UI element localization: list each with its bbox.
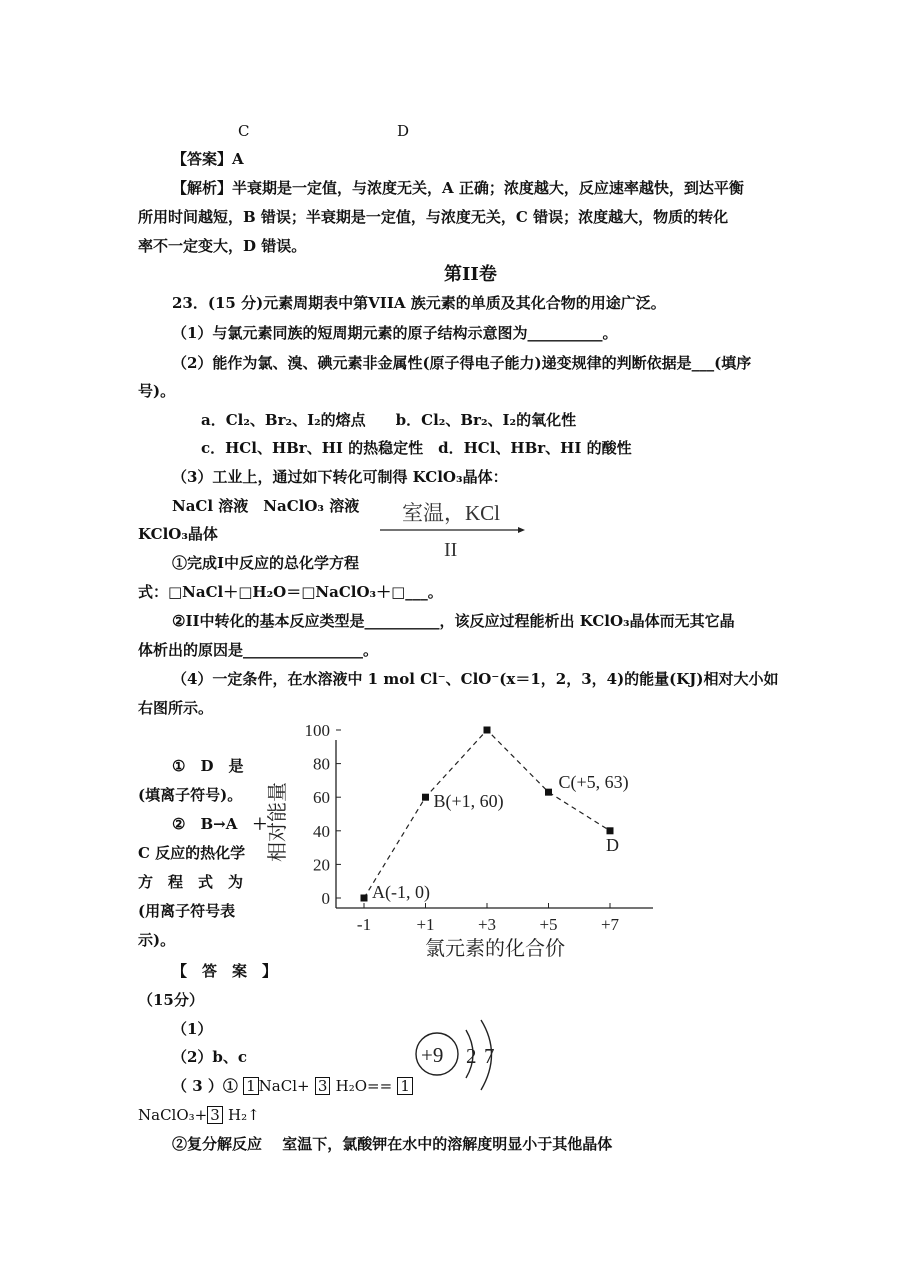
question-3-sub-1-line-2: 式：□NaCl＋□H₂O＝□NaClO₃＋□___。 — [138, 583, 443, 601]
y-tick-label: 80 — [313, 754, 330, 774]
energy-chart — [258, 722, 658, 962]
coefficient-box-1: 1 — [243, 1077, 259, 1095]
series-line — [364, 730, 610, 898]
question-4-sub-2-line-3: 方 程 式 为 — [138, 873, 244, 891]
question-3-sub-2-line-1: ②II中转化的基本反应类型是__________，该反应过程能析出 KClO₃晶体而无其它晶 — [172, 612, 735, 630]
answer-header: 【 答 案 】 — [172, 962, 278, 980]
conversion-arrow — [378, 494, 528, 564]
question-4-sub-2-line-5: 示)。 — [138, 931, 176, 949]
answer-3-line-1 — [172, 1076, 413, 1096]
y-tick-label: 100 — [304, 722, 330, 740]
answer-3-sub-2: ②复分解反应 室温下，氯酸钾在水中的溶解度明显小于其他晶体 — [172, 1135, 613, 1153]
answer-prev: 【答案】A — [172, 150, 244, 168]
answer-3-nacl: NaCl+ — [258, 1077, 310, 1095]
question-2-line-2: 号)。 — [138, 382, 176, 400]
question-4-line-1: （4）一定条件，在水溶液中 1 mol Cl⁻、ClO⁻(x＝1，2，3，4)的能量(KJ)相对大小如 — [172, 670, 779, 688]
question-3-sub-2-line-2: 体析出的原因是________________。 — [138, 641, 379, 659]
question-2-option-cd: c．HCl、HBr、HI 的热稳定性 d．HCl、HBr、HI 的酸性 — [201, 439, 632, 457]
x-tick-label: +1 — [416, 915, 435, 934]
y-tick-label: 40 — [313, 821, 330, 841]
question-3: （3）工业上，通过如下转化可制得 KClO₃晶体： — [172, 468, 508, 486]
y-tick-label: 60 — [313, 788, 330, 808]
answer-3-h2o: H₂O== — [335, 1077, 393, 1095]
arrow-bottom-label: II — [444, 539, 458, 561]
answer-3-h2: H₂↑ — [228, 1106, 260, 1124]
analysis-line-2: 所用时间越短，B 错误；半衰期是一定值，与浓度无关，C 错误；浓度越大，物质的转化 — [138, 208, 729, 226]
coefficient-box-2: 3 — [315, 1077, 331, 1095]
x-tick-label: +5 — [539, 915, 558, 934]
question-4-line-2: 右图所示。 — [138, 699, 214, 717]
section-title: 第II卷 — [444, 264, 497, 285]
data-point — [545, 789, 552, 796]
x-tick-label: -1 — [356, 915, 372, 934]
answer-1: （1） — [172, 1020, 213, 1038]
x-tick-label: +3 — [477, 915, 497, 934]
coefficient-box-4: 3 — [207, 1106, 223, 1124]
x-tick-label: +7 — [600, 915, 620, 934]
nucleus-charge: +9 — [421, 1043, 444, 1067]
question-3-sub-1-line-1: ①完成I中反应的总化学方程 — [172, 554, 360, 572]
data-point — [361, 895, 368, 902]
question-1: （1）与氯元素同族的短周期元素的原子结构示意图为__________。 — [172, 324, 618, 342]
point-label: C(+5, 63) — [558, 772, 629, 793]
y-tick-label: 20 — [313, 855, 330, 875]
y-tick-label: 0 — [321, 889, 330, 908]
shell-2-electrons: 7 — [484, 1044, 495, 1068]
answer-3-prefix: （ 3 ）① — [172, 1077, 238, 1095]
option-c-label: C — [238, 122, 250, 140]
data-point — [607, 827, 614, 834]
question-3-flow-line-1: NaCl 溶液 NaClO₃ 溶液 — [172, 497, 360, 515]
question-4-sub-2-line-1: ② B→A ＋ — [172, 815, 268, 833]
coefficient-box-3: 1 — [397, 1077, 413, 1095]
option-d-label: D — [397, 122, 410, 140]
question-stem: 23．(15 分)元素周期表中第VIIA 族元素的单质及其化合物的用途广泛。 — [172, 294, 666, 312]
x-axis-label: 氯元素的化合价 — [425, 938, 565, 960]
atom-structure-diagram — [408, 1014, 512, 1098]
shell-1-electrons: 2 — [466, 1044, 477, 1068]
question-2-option-ab: a．Cl₂、Br₂、I₂的熔点 b．Cl₂、Br₂、I₂的氧化性 — [201, 411, 577, 429]
question-4-sub-2-line-2: C 反应的热化学 — [138, 844, 246, 862]
question-4-sub-2-line-4: (用离子符号表 — [138, 902, 236, 920]
question-4-sub-1-line-2: (填离子符号)。 — [138, 786, 243, 804]
question-3-flow-line-2: KClO₃晶体 — [138, 525, 218, 543]
analysis-line-1: 【解析】半衰期是一定值，与浓度无关，A 正确；浓度越大，反应速率越快，到达平衡 — [172, 179, 744, 197]
analysis-line-3: 率不一定变大，D 错误。 — [138, 237, 307, 255]
answer-2: （2）b、c — [172, 1048, 248, 1066]
point-label: B(+1, 60) — [433, 791, 504, 812]
data-point — [484, 727, 491, 734]
answer-3-naclo3: NaClO₃+ — [138, 1106, 208, 1124]
data-point — [422, 794, 429, 801]
point-label: D — [606, 834, 619, 855]
y-axis-label: 相对能量 — [267, 782, 289, 862]
question-2-line-1: （2）能作为氯、溴、碘元素非金属性(原子得电子能力)递变规律的判断依据是___(填序 — [172, 354, 752, 372]
point-label: A(-1, 0) — [372, 882, 430, 902]
question-4-sub-1-line-1: ① D 是 — [172, 757, 244, 775]
answer-score: （15分） — [138, 991, 204, 1009]
answer-3-line-2 — [138, 1105, 260, 1125]
arrow-top-label: 室温，KCl — [402, 501, 501, 525]
